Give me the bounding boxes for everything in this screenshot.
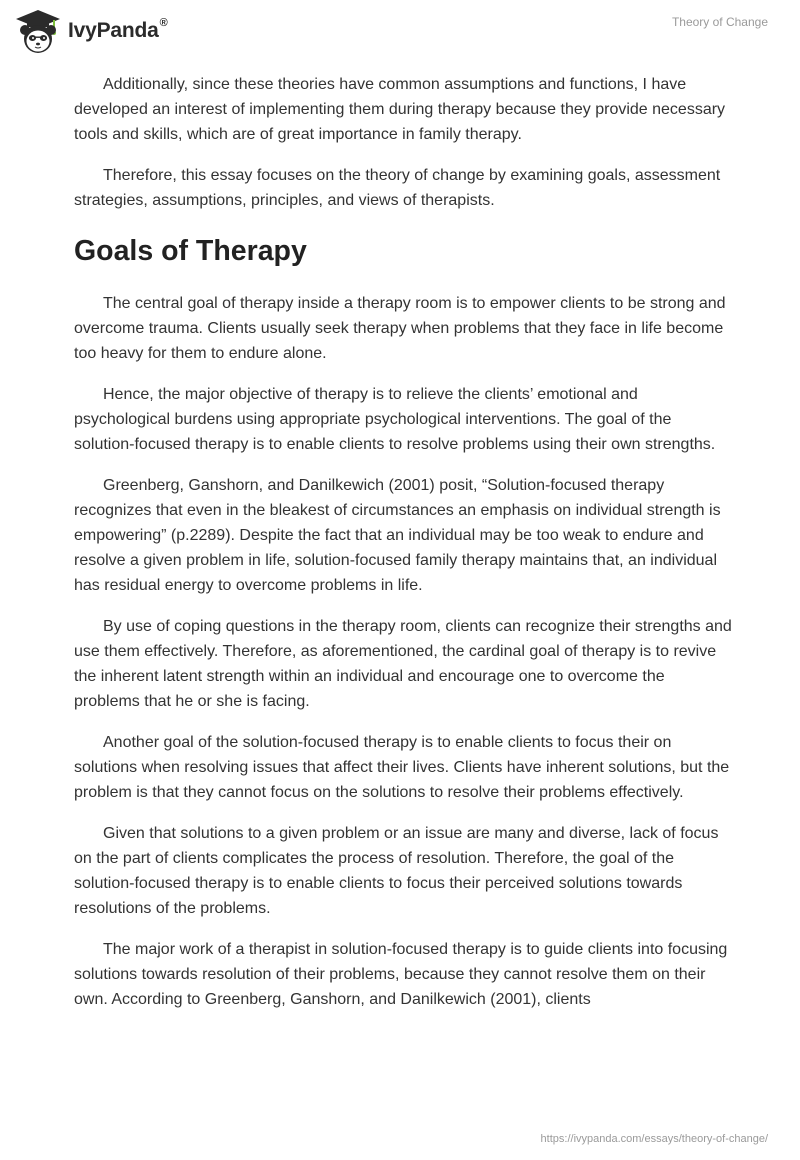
page-header bbox=[0, 0, 800, 60]
paragraph: The major work of a therapist in solution-focused therapy is to guide clients into focusing solutions towards resolution of their problems, because they cannot resolve them on their own. According to Greenberg, Ganshorn, and Danilkewich (2001), clients bbox=[74, 941, 728, 1008]
paragraph: By use of coping questions in the therapy room, clients can recognize their strengths and use them effectively. Therefore, as aforementioned, the cardinal goal of therapy is to revive the inherent latent strength within an individual and encourage one to overcome the problems that he or she is facing. bbox=[74, 618, 732, 710]
source-url[interactable]: https://ivypanda.com/essays/theory-of-change/ bbox=[540, 1133, 768, 1145]
paragraph: Therefore, this essay focuses on the theory of change by examining goals, assessment strategies, assumptions, principles, and views of therapists. bbox=[74, 167, 721, 209]
brand-logo[interactable] bbox=[14, 8, 168, 54]
paragraph: The central goal of therapy inside a therapy room is to empower clients to be strong and overcome trauma. Clients usually seek therapy when problems that they face in life become too heavy for them to endure alone. bbox=[74, 295, 726, 362]
document-title: Theory of Change bbox=[671, 15, 768, 29]
paragraph: Greenberg, Ganshorn, and Danilkewich (2001) posit, “Solution-focused therapy recognizes that even in the bleakest of circumstances an emphasis on individual strength is empowering” (p.2289). Despite the fact that an individual may be too weak to endure and resolve a given problem in life, solution-focused family therapy maintains that, an individual has residual energy to overcome problems in life. bbox=[74, 477, 721, 594]
article-body bbox=[74, 72, 734, 1028]
panda-graduate-icon bbox=[14, 8, 62, 54]
paragraph: Given that solutions to a given problem or an issue are many and diverse, lack of focus on the part of clients complicates the process of resolution. Therefore, the goal of the solution-focused therapy is to enable clients to focus their perceived solutions towards resolutions of the problems. bbox=[74, 825, 719, 917]
paragraph: Hence, the major objective of therapy is to relieve the clients’ emotional and psychological burdens using appropriate psychological interventions. The goal of the solution-focused therapy is to enable clients to resolve problems using their own strengths. bbox=[74, 386, 716, 453]
paragraph: Additionally, since these theories have common assumptions and functions, I have developed an interest of implementing them during therapy because they provide necessary tools and skills, which are of great importance in family therapy. bbox=[74, 76, 726, 143]
brand-name-text: IvyPanda bbox=[68, 19, 159, 42]
registered-mark: ® bbox=[159, 17, 168, 29]
brand-name bbox=[68, 19, 168, 43]
paragraph: Another goal of the solution-focused therapy is to enable clients to focus their on solutions when resolving issues that affect their lives. Clients have inherent solutions, but the problem is that they cannot focus on the solutions to resolve their problems effectively. bbox=[74, 734, 730, 801]
section-heading: Goals of Therapy bbox=[74, 235, 307, 267]
